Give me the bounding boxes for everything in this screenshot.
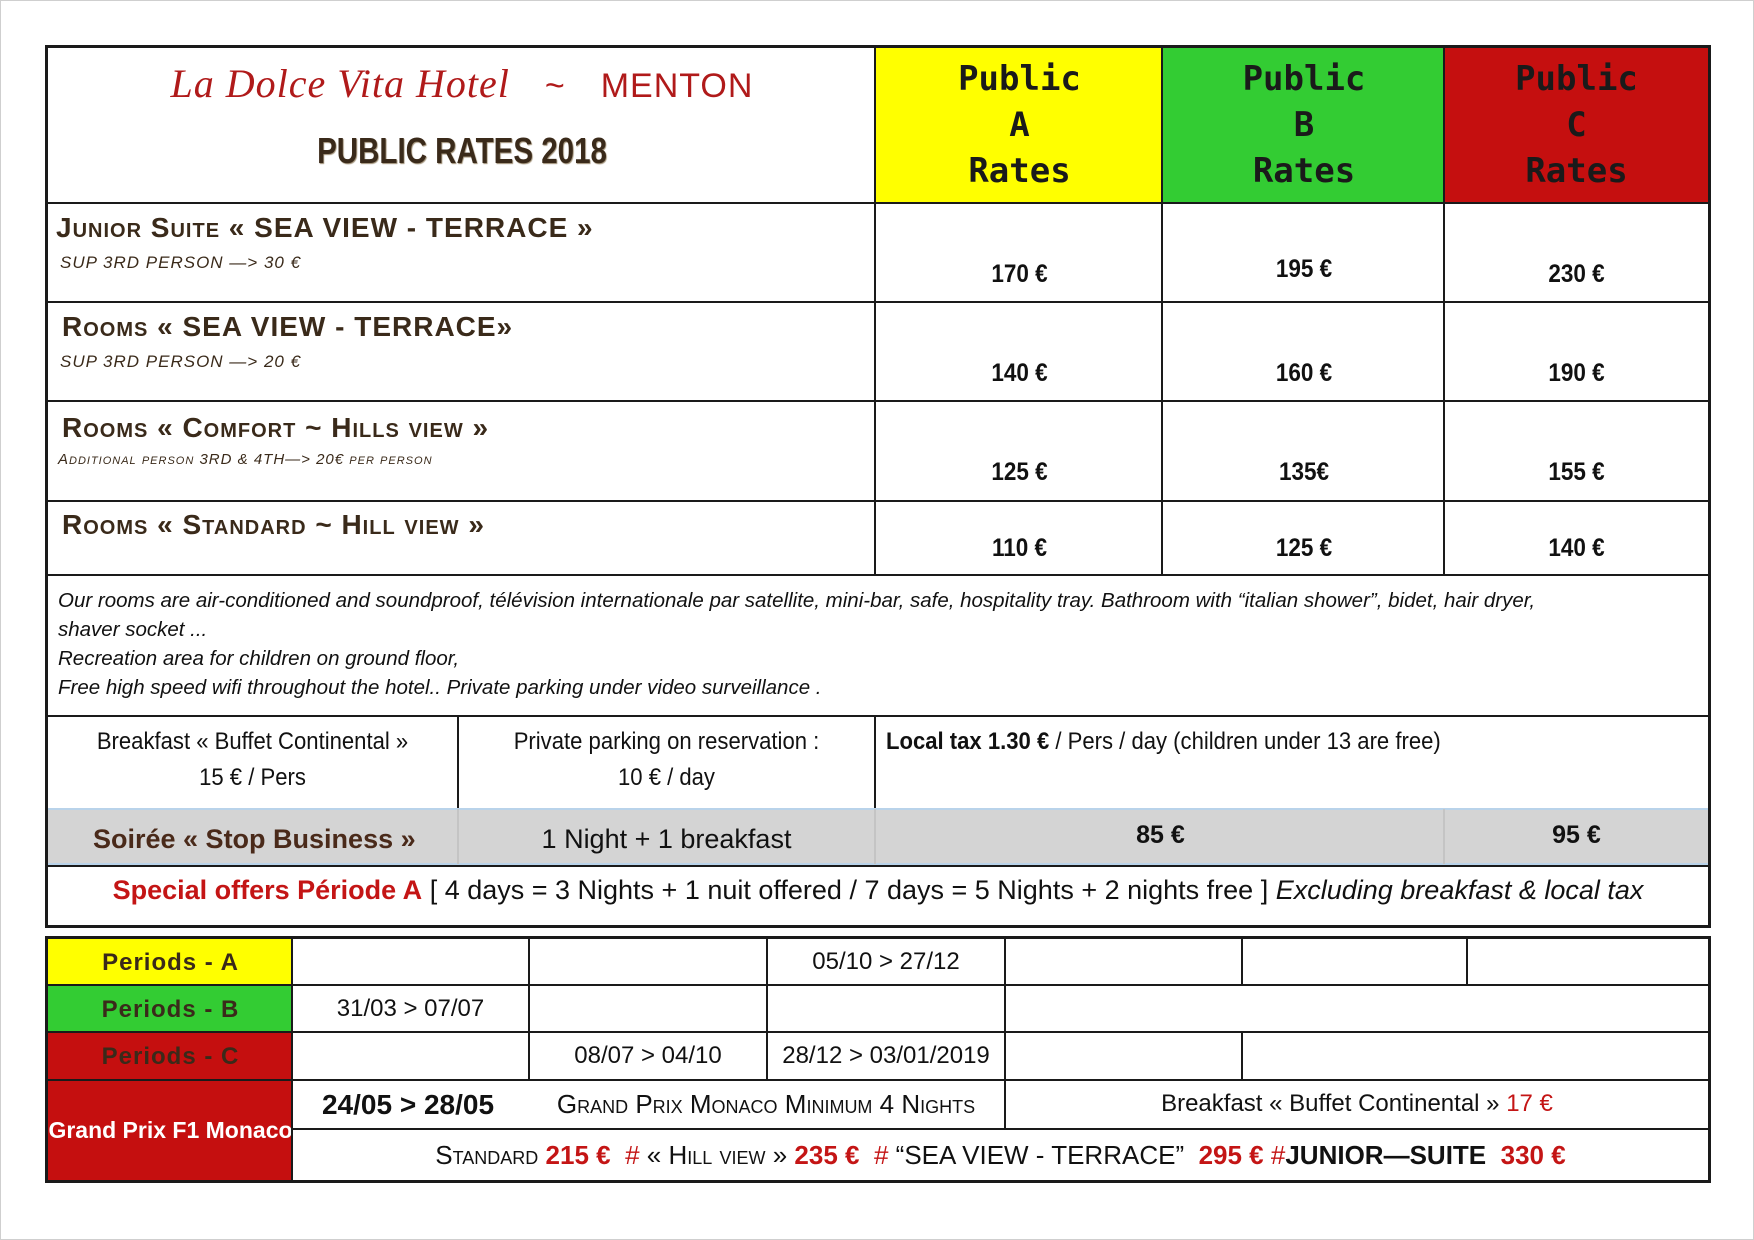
period-c-dates-1: 08/07 > 04/10: [574, 1042, 722, 1069]
grid-line: [874, 715, 876, 808]
soiree-label: Soirée « Stop Business »: [93, 824, 416, 854]
column-b-line1: Public: [1242, 59, 1366, 99]
price-sea-view-a: 140 €: [991, 359, 1048, 387]
grid-line: [1443, 809, 1445, 864]
hotel-city: MENTON: [600, 67, 754, 105]
grid-line: [874, 48, 876, 576]
column-header-c: [1445, 48, 1708, 202]
room-name-standard: Rooms « Standard ~ Hill view »: [62, 509, 485, 540]
room-name-junior-suite: Junior Suite « SEA VIEW - TERRACE »: [56, 212, 594, 243]
grid-line: [48, 400, 1708, 402]
room-note-sea-view: SUP 3RD PERSON —> 20 €: [60, 352, 302, 371]
column-a-line2: A: [1009, 105, 1030, 145]
price-sea-view-b: 160 €: [1275, 359, 1333, 387]
grid-line: [1443, 48, 1445, 576]
rates-table: [45, 45, 1711, 928]
soiree-price-c: 95 €: [1552, 821, 1601, 849]
grid-line: [48, 574, 1708, 576]
grid-line: [1161, 48, 1163, 576]
periods-table: [45, 936, 1711, 1183]
gp-separator: #: [873, 1139, 889, 1170]
grid-line: [1466, 939, 1468, 986]
column-a-line1: Public: [958, 59, 1081, 99]
gp-sea-label: “SEA VIEW - TERRACE”: [895, 1139, 1185, 1170]
grid-line: [48, 202, 1708, 204]
amenities-line: Our rooms are air-conditioned and soundproof, télévision internationale par satellite, mini-bar, safe, hospitality tray. Bathroom with “italian shower”, bidet, hair dryer,: [58, 589, 1536, 612]
column-a-line3: Rates: [968, 151, 1071, 191]
period-c-label: Periods - C: [101, 1043, 240, 1070]
special-offers-note: Excluding breakfast & local tax: [1275, 875, 1644, 905]
amenities-line: shaver socket ...: [58, 618, 208, 641]
grand-prix-breakfast-label: Breakfast « Buffet Continental »: [1161, 1089, 1500, 1117]
column-b-line2: B: [1293, 105, 1315, 145]
column-c-line3: Rates: [1525, 151, 1628, 191]
grand-prix-breakfast: [1006, 1081, 1708, 1126]
grand-prix-prices: [293, 1130, 1708, 1180]
room-name-comfort: Rooms « Comfort ~ Hills view »: [62, 412, 490, 443]
grand-prix-breakfast-price: 17 €: [1506, 1089, 1553, 1117]
grand-prix-label: Grand Prix F1 Monaco: [48, 1081, 293, 1180]
grid-line: [874, 809, 876, 864]
period-b-label: Periods - B: [101, 995, 240, 1023]
rates-title: PUBLIC RATES 2018: [317, 130, 607, 171]
grid-line: [48, 301, 1708, 303]
local-tax-detail: / Pers / day (children under 13 are free): [1049, 728, 1441, 755]
column-c-line1: Public: [1515, 59, 1638, 99]
grid-line: [1241, 1033, 1243, 1079]
grid-line: [457, 715, 459, 808]
gp-standard-price: 215 €: [545, 1139, 611, 1170]
grid-line: [1241, 939, 1243, 986]
gp-junior-price: 330 €: [1500, 1139, 1566, 1170]
amenities-text: [58, 586, 1698, 702]
breakfast-info: [64, 724, 440, 796]
price-comfort-b: 135€: [1278, 458, 1330, 486]
special-offers: [48, 875, 1708, 906]
hotel-title: [48, 60, 876, 107]
room-note-comfort: Additional person 3RD & 4TH—> 20€ per person: [58, 451, 433, 468]
column-c-line2: C: [1566, 105, 1587, 145]
soiree-price-ab: 85 €: [1136, 821, 1185, 849]
price-standard-a: 110 €: [991, 534, 1048, 562]
column-header-a: [876, 48, 1163, 202]
parking-info: [476, 724, 858, 796]
special-offers-details: [ 4 days = 3 Nights + 1 nuit offered / 7 days = 5 Nights + 2 nights free ]: [429, 875, 1269, 905]
gp-hill-label: « Hill view »: [646, 1139, 788, 1170]
room-name-sea-view: Rooms « SEA VIEW - TERRACE»: [62, 311, 514, 342]
hotel-separator: ~: [544, 67, 566, 105]
period-c-dates-2: 28/12 > 03/01/2019: [782, 1042, 990, 1069]
period-b-dates: 31/03 > 07/07: [336, 994, 485, 1022]
period-a-label: Periods - A: [102, 948, 239, 976]
gp-junior-label: JUNIOR—SUITE: [1285, 1139, 1487, 1170]
local-tax-amount: Local tax 1.30 €: [886, 728, 1050, 755]
special-offers-label: Special offers Période A: [112, 875, 423, 905]
hotel-name: La Dolce Vita Hotel: [170, 61, 510, 106]
grid-line: [48, 865, 1708, 867]
parking-price: 10 € / day: [617, 764, 715, 791]
gp-separator: #: [625, 1139, 640, 1170]
amenities-line: Recreation area for children on ground floor,: [58, 647, 460, 670]
gp-separator: #: [1270, 1139, 1286, 1170]
column-header-b: [1163, 48, 1445, 202]
grand-prix-dates: 24/05 > 28/05: [321, 1088, 495, 1120]
grid-line: [48, 715, 1708, 717]
parking-label: Private parking on reservation :: [513, 728, 820, 755]
period-a-dates: 05/10 > 27/12: [812, 947, 960, 975]
local-tax-info: [886, 724, 1441, 760]
gp-sea-price: 295 €: [1198, 1139, 1264, 1170]
price-sea-view-c: 190 €: [1548, 359, 1605, 387]
grid-line: [457, 809, 459, 864]
amenities-line: Free high speed wifi throughout the hotel.. Private parking under video surveillance .: [58, 676, 822, 699]
grid-line: [48, 500, 1708, 502]
room-note-junior-suite: SUP 3RD PERSON —> 30 €: [60, 253, 302, 272]
price-comfort-c: 155 €: [1548, 458, 1605, 486]
soiree-offer: 1 Night + 1 breakfast: [541, 824, 792, 854]
price-junior-suite-c: 230 €: [1548, 260, 1605, 288]
breakfast-label: Breakfast « Buffet Continental »: [96, 728, 409, 755]
breakfast-price: 15 € / Pers: [199, 764, 306, 791]
gp-hill-price: 235 €: [794, 1139, 860, 1170]
price-comfort-a: 125 €: [991, 458, 1048, 486]
grand-prix-minimum: Grand Prix Monaco Minimum 4 Nights: [556, 1089, 976, 1119]
column-b-line3: Rates: [1252, 151, 1356, 191]
price-standard-b: 125 €: [1275, 534, 1333, 562]
price-junior-suite-a: 170 €: [991, 260, 1048, 288]
price-standard-c: 140 €: [1548, 534, 1605, 562]
gp-standard-label: Standard: [435, 1139, 539, 1170]
price-junior-suite-b: 195 €: [1275, 255, 1333, 283]
